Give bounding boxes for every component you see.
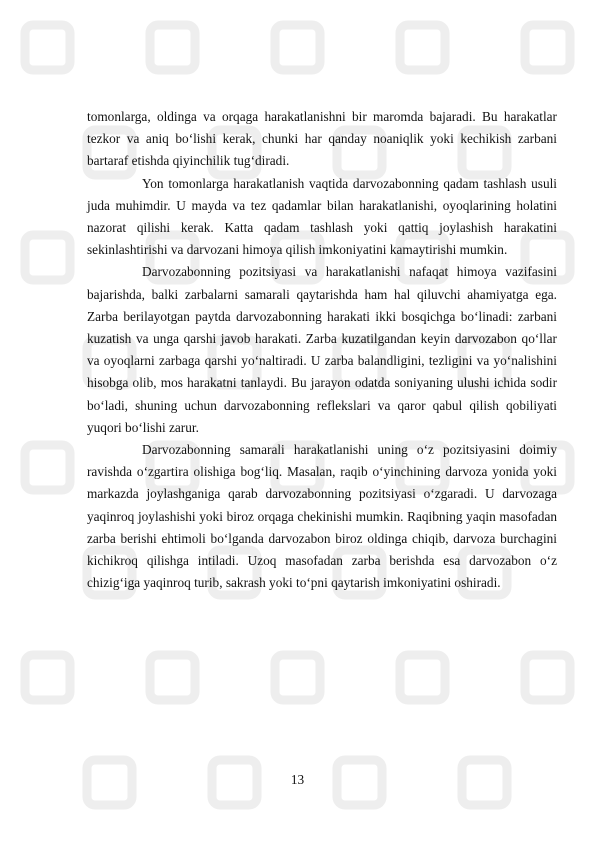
page-body	[87, 106, 557, 594]
paragraph-position-reaction: Darvozabonning pozitsiyasi va harakatlanishi nafaqat himoya vazifasini bajarishda, balki zarbalarni samarali qaytarishda ham hal qiluvchi ahamiyatga ega. Zarba berilayotgan paytda darvozabonning harakati ikki bosqichga bo‘linadi: zarbani kuzatish va unga qarshi javob harakati. Zarba kuzatilgandan keyin darvozabon qo‘llar va oyoqlarni zarbaga qarshi yo‘naltiradi. U zarba balandligini, tezligini va yo‘nalishini hisobga olib, mos harakatni tanlaydi. Bu jarayon odatda soniyaning ulushi ichida sodir bo‘ladi, shuning uchun darvozabonning reflekslari va qaror qabul qilish qobiliyati yuqori bo‘lishi zarur.	[87, 264, 557, 435]
paragraph-side-movement: Yon tomonlarga harakatlanish vaqtida darvozabonning qadam tashlash usuli juda muhimdir. U mayda va tez qadamlar bilan harakatlanishi, oyoqlarining holatini nazorat qilishi kerak. Katta qadam tashlash yoki qattiq joylashish harakatini sekinlashtirishi va darvozani himoya qilish imkoniyatini kamaytirishi mumkin.	[87, 175, 557, 258]
paragraph-position-change: Darvozabonning samarali harakatlanishi uning o‘z pozitsiyasini doimiy ravishda o‘zgartira olishiga bog‘liq. Masalan, raqib o‘yinchining darvoza yonida yoki markazda joylashganiga qarab darvozabonning pozitsiyasi o‘zgaradi. U darvozaga yaqinroq joylashishi yoki biroz orqaga chekinishi mumkin. Raqibning yaqin masofadan zarba berishi ehtimoli bo‘lganda darvozabon biroz oldinga chiqib, darvoza burchagini kichikroq qilishga intiladi. Uzoq masofadan zarba berishda esa darvozabon o‘z chizig‘iga yaqinroq turib, sakrash yoki to‘pni qaytarish imkoniyatini oshiradi.	[87, 442, 557, 591]
paragraph-continuation: tomonlarga, oldinga va orqaga harakatlanishni bir maromda bajaradi. Bu harakatlar tezkor va aniq bo‘lishi kerak, chunki har qanday noaniqlik yoki kechikish zarbani bartaraf etishda qiyinchilik tug‘diradi.	[87, 109, 557, 169]
page-number: 13	[290, 772, 305, 787]
